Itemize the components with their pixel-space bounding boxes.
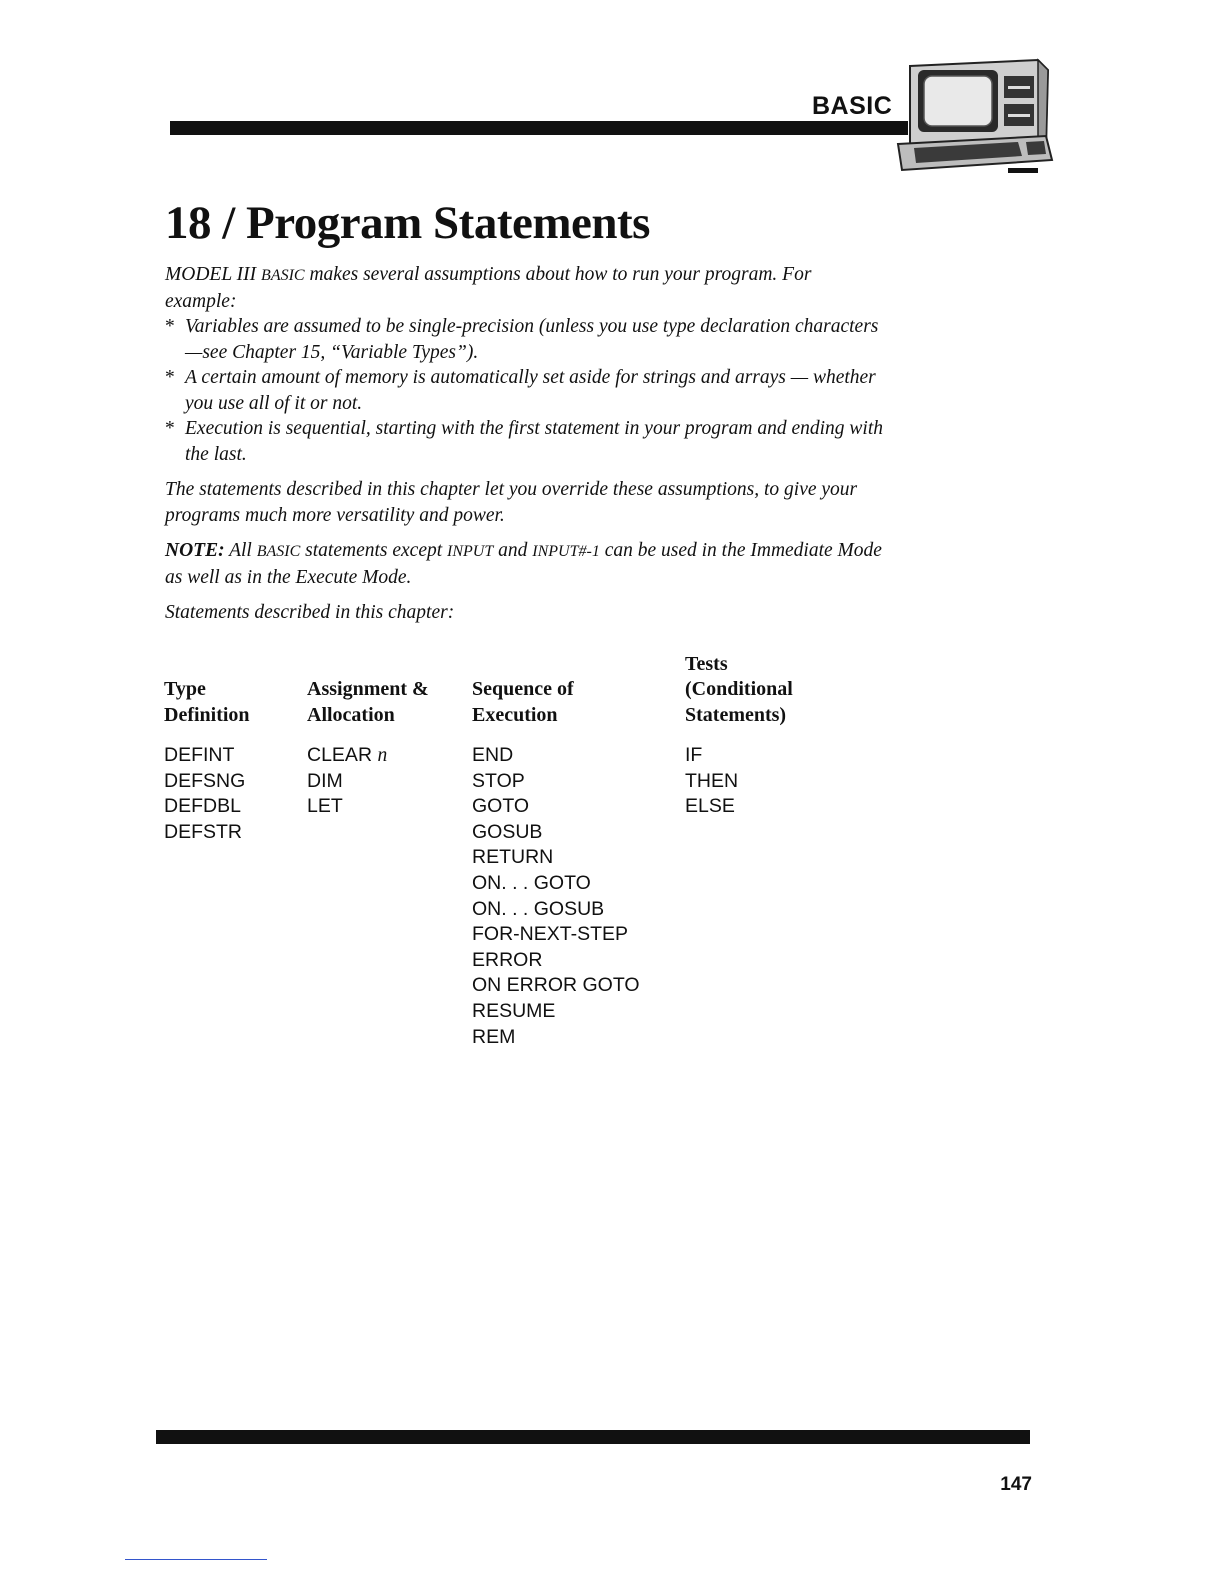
drive-slot-bottom — [1008, 114, 1030, 117]
heading-line: Sequence of — [472, 678, 574, 700]
screen — [924, 76, 992, 126]
heading-line: Definition — [164, 703, 250, 726]
list-item: THEN — [685, 769, 739, 792]
heading-line: Type — [164, 678, 206, 700]
assumption-text: Execution is sequential, starting with the first statement in your program and ending with the last. — [185, 418, 883, 465]
clear-keyword: CLEAR — [307, 744, 373, 766]
footer-rule — [156, 1430, 1030, 1444]
computer-side — [1038, 60, 1048, 148]
note-input-file: INPUT#-1 — [532, 543, 600, 560]
list-item: RESUME — [472, 999, 556, 1022]
list-item — [165, 365, 885, 416]
override-paragraph: The statements described in this chapter let you override these assumptions, to give your programs much more versatility and power. — [165, 479, 858, 526]
note-text: statements except — [300, 540, 448, 561]
list-item: DEFSTR — [164, 820, 242, 843]
list-item: DEFSNG — [164, 769, 246, 792]
heading-line: Allocation — [307, 703, 395, 726]
intro-lead — [165, 262, 885, 314]
list-item: STOP — [472, 769, 525, 792]
list-intro: Statements described in this chapter: — [165, 602, 455, 623]
column-heading-type-definition — [164, 651, 250, 728]
list-item: REM — [472, 1025, 516, 1048]
list-item: ON ERROR GOTO — [472, 974, 640, 997]
drive-slot-top — [1008, 86, 1030, 89]
column-heading-sequence — [472, 651, 574, 728]
tests-list — [685, 743, 738, 820]
intro-text — [165, 262, 885, 636]
list-item — [307, 743, 387, 769]
note-text: can be used in the Immediate Mode as well as in the Execute Mode. — [165, 540, 882, 588]
note-input: INPUT — [447, 543, 494, 560]
column-heading-assignment — [307, 651, 429, 728]
assumption-list — [165, 314, 885, 467]
list-item: DEFDBL — [164, 795, 241, 818]
note-paragraph — [165, 538, 885, 590]
list-item: IF — [685, 744, 703, 766]
list-item: END — [472, 744, 514, 766]
list-item: GOTO — [472, 795, 530, 818]
note-basic: BASIC — [256, 543, 301, 560]
heading-line: Assignment & — [307, 678, 429, 700]
list-item: GOSUB — [472, 820, 543, 843]
header-rule — [170, 121, 908, 135]
section-label: BASIC — [812, 92, 893, 120]
heading-line: Execution — [472, 703, 558, 726]
bullet-star: * — [165, 418, 175, 439]
note-text: All — [224, 540, 257, 561]
assignment-list — [307, 743, 387, 820]
lead-prefix: MODEL III — [165, 264, 262, 285]
list-item — [165, 416, 885, 467]
bottom-divider — [125, 1559, 267, 1560]
clear-argument: n — [377, 745, 388, 766]
page-number: 147 — [1000, 1474, 1032, 1495]
keypad — [1026, 141, 1046, 155]
note-label: NOTE: — [165, 540, 225, 561]
list-item: ON. . . GOSUB — [472, 897, 605, 920]
chapter-title: 18 / Program Statements — [165, 197, 650, 249]
heading-line: (Conditional — [685, 678, 793, 700]
list-item: DEFINT — [164, 744, 235, 766]
list-item: RETURN — [472, 846, 554, 869]
list-item: FOR-NEXT-STEP — [472, 923, 629, 946]
lead-suffix: makes several assumptions about how to run your program. For example: — [165, 264, 812, 312]
assumption-text: A certain amount of memory is automatically set aside for strings and arrays — whether you use all of it or not. — [185, 367, 876, 414]
assumption-text: Variables are assumed to be single-precision (unless you use type declaration characters—see Chapter 15, “Variable Types”). — [185, 316, 879, 363]
list-item: LET — [307, 795, 343, 818]
lead-basic: BASIC — [261, 267, 305, 284]
type-definition-list — [164, 743, 245, 845]
computer-foot — [1008, 168, 1038, 173]
column-heading-tests — [685, 651, 793, 728]
heading-line: Statements) — [685, 703, 787, 726]
list-item: ELSE — [685, 795, 735, 818]
trs-80-computer-icon — [888, 56, 1056, 180]
list-item — [165, 314, 885, 365]
list-item: DIM — [307, 769, 343, 792]
bullet-star: * — [165, 316, 175, 337]
list-item: ON. . . GOTO — [472, 871, 591, 894]
bullet-star: * — [165, 367, 175, 388]
note-text: and — [493, 540, 533, 561]
sequence-list — [472, 743, 640, 1050]
heading-line: Tests — [685, 652, 728, 675]
list-item: ERROR — [472, 948, 543, 971]
